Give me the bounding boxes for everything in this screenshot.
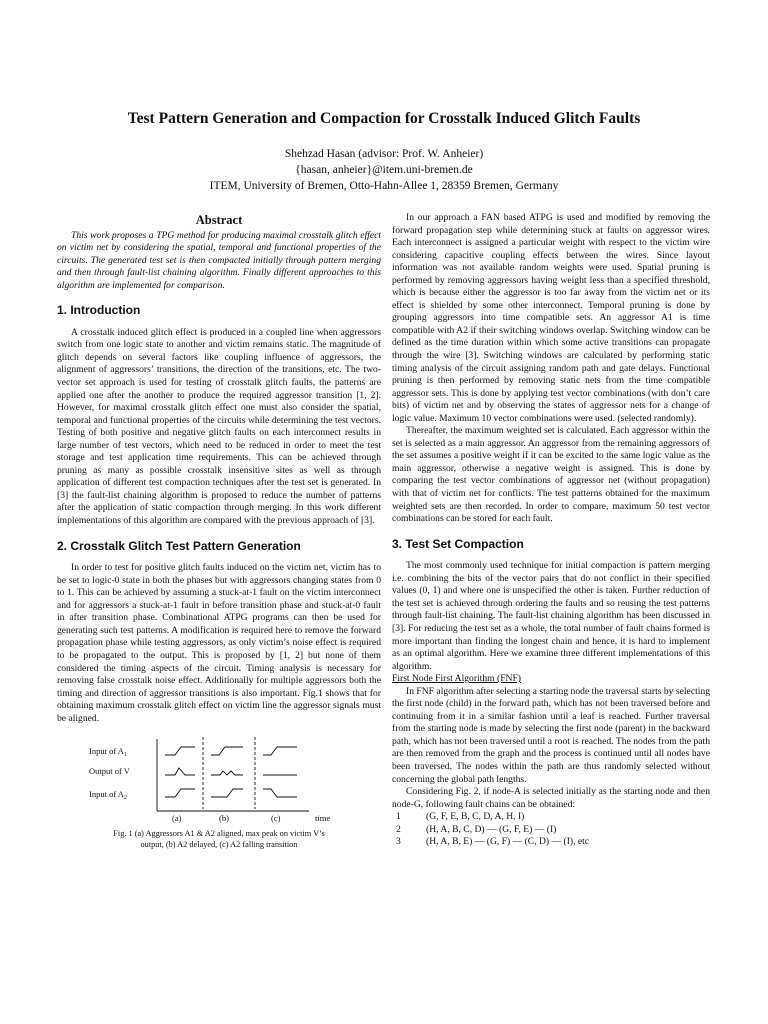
chain-number: 3 — [396, 836, 401, 848]
author-block — [0, 146, 768, 194]
right-column — [392, 212, 710, 849]
section-heading-compaction: 3. Test Set Compaction — [392, 536, 524, 551]
a2-fall-c — [263, 789, 297, 797]
case-label-b: (b) — [219, 813, 229, 824]
abstract-text: This work proposes a TPG method for producing maximal crosstalk glitch effect on victim net by considering the spatial, temporal and functional properties of the circuits. The generated test set is then compacted initially through pattern merging and then through fault-list chaining algorithm. Finally different approaches to this algorithm are implemented for comparison. — [57, 229, 381, 291]
paper-title: Test Pattern Generation and Compaction for Crosstalk Induced Glitch Faults — [127, 110, 641, 127]
case-label-a: (a) — [172, 813, 182, 824]
fnf-subheading: First Node First Algorithm (FNF) — [392, 673, 521, 685]
list-item — [392, 824, 710, 837]
figure-1-waveforms — [57, 733, 381, 823]
label-output-v: Output of V — [89, 766, 130, 777]
tpg-paragraph-3: Thereafter, the maximum weighted set is calculated. Each aggressor within the set is selected as a main aggressor. An aggressor from the remaining aggressors of the set assumes a positive weight if it can be excited to the same logic value as the main aggressor, otherwise a negative weight is assigned. This is done by comparing the test vector combinations of aggressor net (without propagation) with that of victim net for conflicts. The test patterns obtained for the maximum weighted sets are then recorded. In order to compare, maximum 50 test vector combinations can be stored for each fault. — [392, 425, 710, 525]
fnf-example-intro: Considering Fig. 2, if node-A is selected initially as the starting node and then node-G, following fault chains can be obtained: — [392, 786, 710, 810]
a1-rise-b — [211, 747, 243, 755]
v-glitch-b — [211, 771, 243, 775]
a2-rise-b-delayed — [211, 789, 243, 797]
a1-rise-c — [263, 747, 297, 755]
abstract-heading: Abstract — [195, 213, 243, 227]
chain-text: (G, F, E, B, C, D, A, H, I) — [426, 811, 525, 823]
intro-paragraph: A crosstalk induced glitch effect is produced in a coupled line when aggressors switch from one logic state to another and victim remains static. The magnitude of glitch depends on several factors like coupling influence of aggressors, the alignment of aggressors’ transitions, the direction of the transitions, etc. The two-vector set approach is used for testing of crosstalk glitch faults, the patterns are applied one after the another to produce the required aggressor transition [1, 2]. However, for maximal crosstalk glitch effect one must also consider the spatial, temporal and functional properties of the circuits while determining the test vectors. Testing of both positive and negative glitch faults on each interconnect results in large number of test vectors, which need to be reduced in order to meet the test storage and test application time requirements. This can be achieved through pruning as many as possible crosstalk insensitive sites as well as through application of different test compaction techniques after the test set is generated. In [3] the fault-list chaining algorithm is proposed to reduce the number of patterns after the application of static compaction through merging. In this work different implementations of this algorithm are compared with the previous approach of [3]. — [57, 326, 381, 527]
a1-rise-a — [165, 747, 195, 755]
case-label-c: (c) — [271, 813, 281, 824]
a2-rise-a — [165, 789, 195, 797]
section-heading-introduction: 1. Introduction — [57, 303, 141, 318]
author-email: {hasan, anheier}@item.uni-bremen.de — [295, 164, 473, 176]
figure-1-caption-line-2: output, (b) A2 delayed, (c) A2 falling transition — [140, 839, 298, 849]
list-item — [392, 836, 710, 849]
tpg-paragraph-1: In order to test for positive glitch faults induced on the victim net, victim has to be set to logic-0 state in both the phases but with aggressors changing states from 0 to 1. This can be achieved by assuming a stuck-at-1 fault on the victim interconnect and for aggressors a stuck-at-1 fault in before transition phase and stuck-at-0 fault in after transition phase. Combinational ATPG programs can then be used for generating such test patterns. A modification is required here to remove the forward propagation phase while testing aggressors, as only victim’s noise effect is required to be propagated to the output. This is proposed by [1, 2] but none of them considered the timing aspects of the circuit. Timing analysis is necessary for removing false crosstalk noise effect. Additionally for multiple aggressors both the timing and direction of aggressor transitions is also important. Fig.1 shows that for obtaining maximum crosstalk glitch effect on victim line the aggressor signals must be aligned. — [57, 562, 381, 724]
figure-1-caption-line-1: Fig. 1 (a) Aggressors A1 & A2 aligned, max peak on victim V’s — [113, 828, 325, 838]
chain-text: (H, A, B, E) — (G, F) — (C, D) — (I), etc — [426, 836, 590, 848]
time-axis-label: time — [315, 813, 331, 824]
left-column — [57, 214, 381, 851]
fnf-paragraph: In FNF algorithm after selecting a starting node the traversal starts by selecting the first node (child) in the forward path, which has not been traversed before and continuing from it in a similar fashion until a leaf is reached. Further traversal from the starting node is made by selecting the first node (parent) in the backward path, which has not been traversed until a root is reached. The nodes from the path are then removed from the graph and the process is continued until all nodes have been traversed. The nodes within the path are thus randomly selected without concerning the global path lengths. — [392, 685, 710, 785]
label-input-a2: Input of $A_2$ — [89, 789, 127, 802]
chain-number: 1 — [396, 811, 401, 823]
list-item — [392, 811, 710, 824]
author-affiliation: ITEM, University of Bremen, Otto-Hahn-Allee 1, 28359 Bremen, Germany — [209, 180, 559, 192]
figure-1-caption — [57, 828, 381, 850]
tpg-paragraph-2: In our approach a FAN based ATPG is used and modified by removing the forward propagation step while determining stuck at faults on aggressor wires. Each interconnect is assigned a particular weight with respect to the victim wire considering capacitive coupling effects between the wires. Since layout information was not available random weights were used. Spatial pruning is performed by removing aggressors having weight less than a specified threshold, which is because either the aggressor is too far away from the victim net or its effect is shielded by some other interconnect. Temporal pruning is done by grouping aggressors into time compatible sets. An aggressor A1 is time compatible with A2 if their switching windows overlap. Switching window can be defined as the time duration within which some active transitions can propagate through the wire [3]. Switching windows are calculated by performing static timing analysis of the circuit assigning random path and gate delays. Functional pruning is then performed by removing static nets from the time compatible aggressor sets. This is done by applying test vector combinations (with don’t care bits) of victim net and by observing the states of aggressor nets for a change of logic value. Maximum 10 vector combinations were used. (selected randomly). — [392, 212, 710, 424]
v-glitch-a — [165, 768, 195, 775]
figure-1 — [57, 733, 381, 851]
section-heading-tpg: 2. Crosstalk Glitch Test Pattern Generation — [57, 538, 301, 553]
label-input-a1: Input of $A_1$ — [89, 746, 127, 759]
compaction-paragraph-1: The most commonly used technique for initial compaction is pattern merging i.e. combining the bits of the vector pairs that do not conflict in their specified values (0, 1) and where one is unspecified the other is taken. Further reduction of the test set is achieved through ordering the faults and so reusing the test patterns through fault-list chaining. The fault-list chaining algorithm has been discussed in [3]. For reducing the test set as a whole, the total number of fault chains formed is more important than finding the longest chain and hence, it is hard to implement as an optimal algorithm. Here we examine three different implementations of this algorithm. — [392, 560, 710, 672]
chain-text: (H, A, B, C, D) — (G, F, E) — (I) — [426, 823, 557, 835]
author-names: Shehzad Hasan (advisor: Prof. W. Anheier) — [284, 148, 484, 160]
chain-number: 2 — [396, 823, 401, 835]
